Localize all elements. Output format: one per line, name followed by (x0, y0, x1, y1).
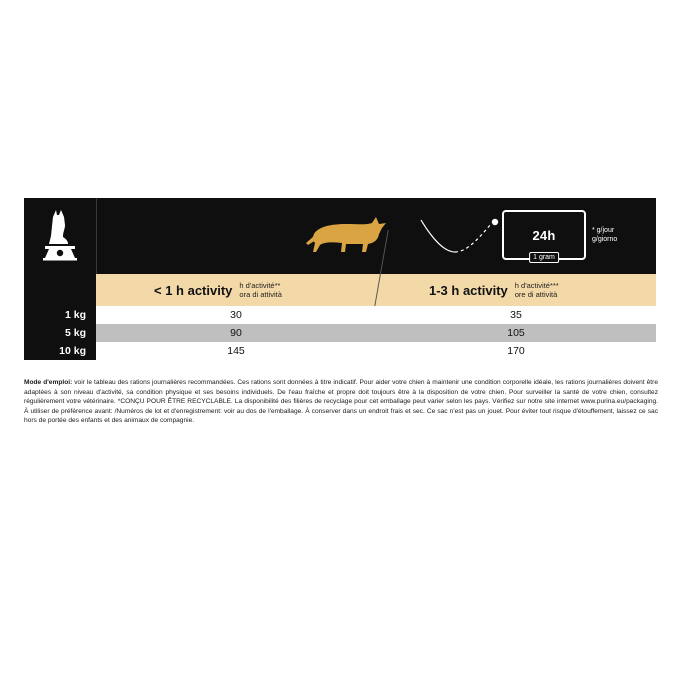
activity-column-2-sub: h d'activité*** ore di attività (514, 281, 559, 299)
feeding-frequency-indicator (502, 210, 617, 260)
illustration-band (24, 198, 656, 274)
instructions-body: voir le tableau des rations journalières recommandées. Ces rations sont données à titre indicatif. Pour aider votre chien à maintenir une condition corporelle idéale, les rations journalières doivent être adaptées à son niveau d'activité, sa condition physique et ses besoins individuels. De l'eau fraîche et propre doit toujours être à la disposition de votre chien. Pour surveiller la santé de votre chien, consultez régulièrement votre vétérinaire. *CONÇU POUR ÊTRE RECYCLABLE. La disponibilité des filières de recyclage pour cet emballage peut varier selon les pays. Vérifiez sur notre site internet www.purina.eu/packaging. À utiliser de préférence avant: /Numéros de lot et d'enregistrement: voir au dos de l'emballage. À conserver dans un endroit frais et sec. Ce sac n'est pas un jouet. Pour éviter tout risque d'étouffement, laissez ce sac hors de portée des enfants et des animaux de compagnie. (24, 379, 659, 425)
clock-icon (502, 210, 586, 260)
gram-units-line1: * g/jour (592, 227, 615, 234)
activity-illustration-cell (97, 198, 656, 274)
ball-throw-arc-icon (419, 218, 503, 263)
feeding-guide-panel (24, 198, 656, 360)
activity-column-1 (96, 274, 381, 306)
clock-sub-label: 1 gram (529, 252, 559, 263)
row-value-activity-1: 30 (230, 309, 242, 321)
row-weight-label: 1 kg (24, 306, 96, 324)
dog-on-scale-icon (39, 206, 81, 267)
activity-header-row (24, 274, 656, 306)
gram-units (592, 226, 617, 244)
instructions-text (24, 378, 658, 426)
row-value-activity-2: 170 (507, 345, 525, 357)
table-row (24, 342, 656, 360)
row-weight-label: 5 kg (24, 324, 96, 342)
activity-column-1-sub: h d'activité** ora di attività (239, 281, 282, 299)
table-row (24, 306, 656, 324)
table-row (24, 324, 656, 342)
row-value-activity-2: 105 (507, 327, 525, 339)
activity-header-spacer (24, 274, 96, 306)
row-value-activity-1: 145 (227, 345, 245, 357)
activity-column-2 (381, 274, 656, 306)
clock-value: 24h (532, 227, 556, 243)
row-weight-label: 10 kg (24, 342, 96, 360)
scale-icon-cell (24, 198, 97, 274)
instructions-heading: Mode d'emploi: (24, 379, 73, 386)
activity-column-1-title: < 1 h activity (154, 282, 233, 298)
activity-column-2-title: 1-3 h activity (429, 282, 508, 298)
row-value-activity-1: 90 (230, 327, 242, 339)
gram-units-line2: g/giorno (592, 236, 618, 243)
row-value-activity-2: 35 (510, 309, 522, 321)
